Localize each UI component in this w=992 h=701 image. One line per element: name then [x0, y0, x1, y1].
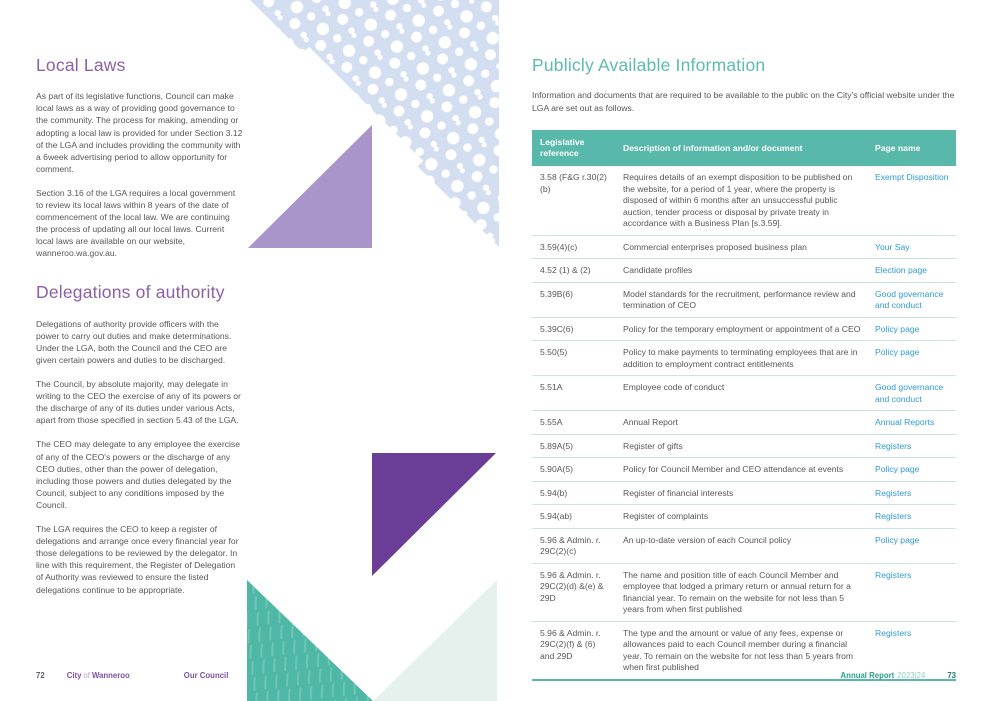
legislative-reference-cell: 4.52 (1) & (2)	[540, 265, 591, 276]
right-page-footer	[841, 671, 956, 680]
legislative-reference-cell: 5.90A(5)	[540, 464, 573, 475]
page-name-link[interactable]: Good governance and conduct	[875, 288, 944, 311]
page-name-link[interactable]: Your Say	[875, 241, 910, 252]
table-row	[532, 482, 956, 506]
table-row	[532, 529, 956, 564]
table-row	[532, 341, 956, 376]
page-name-link[interactable]: Policy page	[875, 464, 920, 475]
delegations-paragraph: The CEO may delegate to any employee the exercise of any of the CEO's powers or the discharge of any CEO duties, other than the power of delegation, including those powers and duties delegated by the Council, subject to any conditions imposed by the Council.	[36, 439, 240, 510]
delegations-heading: Delegations of authority	[36, 282, 225, 303]
table-row	[532, 283, 956, 318]
table-row	[532, 376, 956, 411]
left-page-column	[36, 56, 244, 608]
description-cell: Policy to make payments to terminating employees that are in addition to employment contract entitlements	[623, 347, 858, 369]
dark-purple-triangle-decoration	[372, 453, 496, 576]
legislative-reference-cell: 5.50(5)	[540, 347, 568, 358]
page-name-link[interactable]: Registers	[875, 511, 912, 522]
description-cell: Register of financial interests	[623, 487, 734, 498]
description-cell: Model standards for the recruitment, performance review and termination of CEO	[623, 288, 856, 311]
header-description: Description of information and/or document	[623, 142, 803, 153]
left-page-number: 72	[36, 671, 45, 680]
left-page-footer	[36, 671, 228, 680]
legislative-reference-cell: 5.96 & Admin. r. 29C(2)(d) &(e) & 29D	[540, 569, 604, 603]
brand-city: City	[66, 671, 82, 680]
description-cell: Annual Report	[623, 417, 678, 428]
description-cell: Requires details of an exempt disposition to be published on the website, for a period of 1 year, where the property is disposed of within 6 months after an unsuccessful public auction, tender process or disposal by private treaty in accordance with a Business Plan [s.3.59].	[623, 172, 853, 229]
page-name-link[interactable]: Election page	[875, 265, 928, 276]
table-row	[532, 458, 956, 482]
legislative-reference-cell: 5.94(ab)	[540, 511, 573, 522]
legislative-reference-cell: 5.89A(5)	[540, 440, 573, 451]
light-purple-triangle-decoration	[248, 125, 372, 248]
legislative-reference-cell: 5.39C(6)	[540, 323, 574, 334]
description-cell: The name and position title of each Council Member and employee that lodged a primary return or annual return for a financial year. To remain on the website for not less than 5 years from when first published	[623, 569, 851, 615]
local-laws-heading: Local Laws	[36, 55, 126, 75]
page-name-link[interactable]: Registers	[875, 487, 912, 498]
delegations-paragraph: Delegations of authority provide officers with the power to carry out duties and make determinations. Under the LGA, both the Council and the CEO are given certain powers and duties to be discharged.	[36, 318, 232, 365]
delegations-paragraph: The Council, by absolute majority, may delegate in writing to the CEO the exercise of any of its powers or the discharge of any of its duties under various Acts, apart from those specified in section 5.43 of the LGA.	[36, 379, 241, 426]
table-row	[532, 259, 956, 283]
legislative-reference-cell: 5.96 & Admin. r. 29C(2)(f) & (6) and 29D	[540, 627, 601, 661]
page-name-link[interactable]: Registers	[875, 627, 912, 638]
publicly-available-information-heading: Publicly Available Information	[532, 55, 766, 75]
page-name-link[interactable]: Annual Reports	[875, 417, 935, 428]
annual-report-label: Annual Report	[840, 671, 895, 680]
right-page-column	[532, 56, 956, 681]
description-cell: Policy for Council Member and CEO attendance at events	[623, 464, 844, 475]
table-intro-text: Information and documents that are required to be available to the public on the City's official website under the LGA are set out as follows.	[532, 90, 955, 113]
description-cell: Candidate profiles	[623, 265, 693, 276]
description-cell: Register of complaints	[623, 511, 709, 522]
description-cell: Commercial enterprises proposed business plan	[623, 241, 807, 252]
table-row	[532, 564, 956, 622]
brand-wanneroo: Wanneroo	[91, 671, 130, 680]
table-row	[532, 236, 956, 260]
dotted-triangle-decoration	[248, 0, 500, 248]
brand-of: of	[83, 671, 90, 680]
legislative-reference-cell: 5.51A	[540, 382, 563, 393]
report-year: 2023|24	[897, 671, 926, 680]
table-row	[532, 318, 956, 342]
legislative-reference-cell: 5.94(b)	[540, 487, 568, 498]
page-name-link[interactable]: Good governance and conduct	[875, 382, 944, 404]
page-name-link[interactable]: Registers	[875, 569, 912, 580]
page-name-link[interactable]: Policy page	[875, 534, 920, 545]
legislative-reference-cell: 3.58 (F&G r.30(2)(b)	[540, 172, 607, 194]
legislative-reference-cell: 5.55A	[540, 417, 563, 428]
table-row	[532, 435, 956, 459]
page-name-link[interactable]: Policy page	[875, 323, 920, 334]
publicly-available-information-table	[532, 130, 956, 681]
footer-section-label: Our Council	[183, 671, 229, 680]
legislative-reference-cell: 5.96 & Admin. r. 29C(2)(c)	[540, 534, 601, 557]
description-cell: An up-to-date version of each Council policy	[623, 534, 792, 545]
description-cell: Register of gifts	[623, 440, 683, 451]
header-page-name: Page name	[875, 142, 921, 153]
local-laws-paragraph: As part of its legislative functions, Council can make local laws as a way of providing good governance to the community. The process for making, amending or adopting a local law is provided for under Section 3.12 of the LGA and includes providing the community with a 6week advertising period to allow opportunity for comment.	[36, 91, 243, 174]
table-row	[532, 411, 956, 435]
delegations-paragraph: The LGA requires the CEO to keep a register of delegations and arrange once every financial year for those delegations to be reviewed by the delegator. In line with this requirement, the Register of Delegation of Authority was reviewed to ensure the listed delegations continue to be appropriate.	[36, 524, 239, 595]
description-cell: Employee code of conduct	[623, 382, 725, 393]
mint-triangle-decoration	[373, 580, 497, 701]
description-cell: Policy for the temporary employment or appointment of a CEO	[623, 323, 861, 334]
table-row	[532, 166, 956, 236]
legislative-reference-cell: 3.59(4)(c)	[540, 241, 578, 252]
local-laws-paragraph: Section 3.16 of the LGA requires a local government to review its local laws within 8 years of the date of commencement of the local law. We are continuing the process of updating all our local laws. Current local laws are available on our website, wanneroo.wa.gov.au.	[36, 187, 236, 259]
page-name-link[interactable]: Exempt Disposition	[875, 172, 949, 183]
table-header-row	[532, 130, 956, 166]
table-row	[532, 505, 956, 529]
description-cell: The type and the amount or value of any fees, expense or allowances paid to each Council member during a financial year. To remain on the website for not less than 5 years from when first published	[623, 627, 854, 673]
header-legislative-reference: Legislative reference	[540, 137, 585, 159]
page-name-link[interactable]: Registers	[875, 440, 912, 451]
page-name-link[interactable]: Policy page	[875, 347, 920, 358]
teal-textured-triangle-decoration	[247, 580, 373, 701]
right-page-number: 73	[947, 671, 956, 680]
legislative-reference-cell: 5.39B(6)	[540, 288, 573, 299]
